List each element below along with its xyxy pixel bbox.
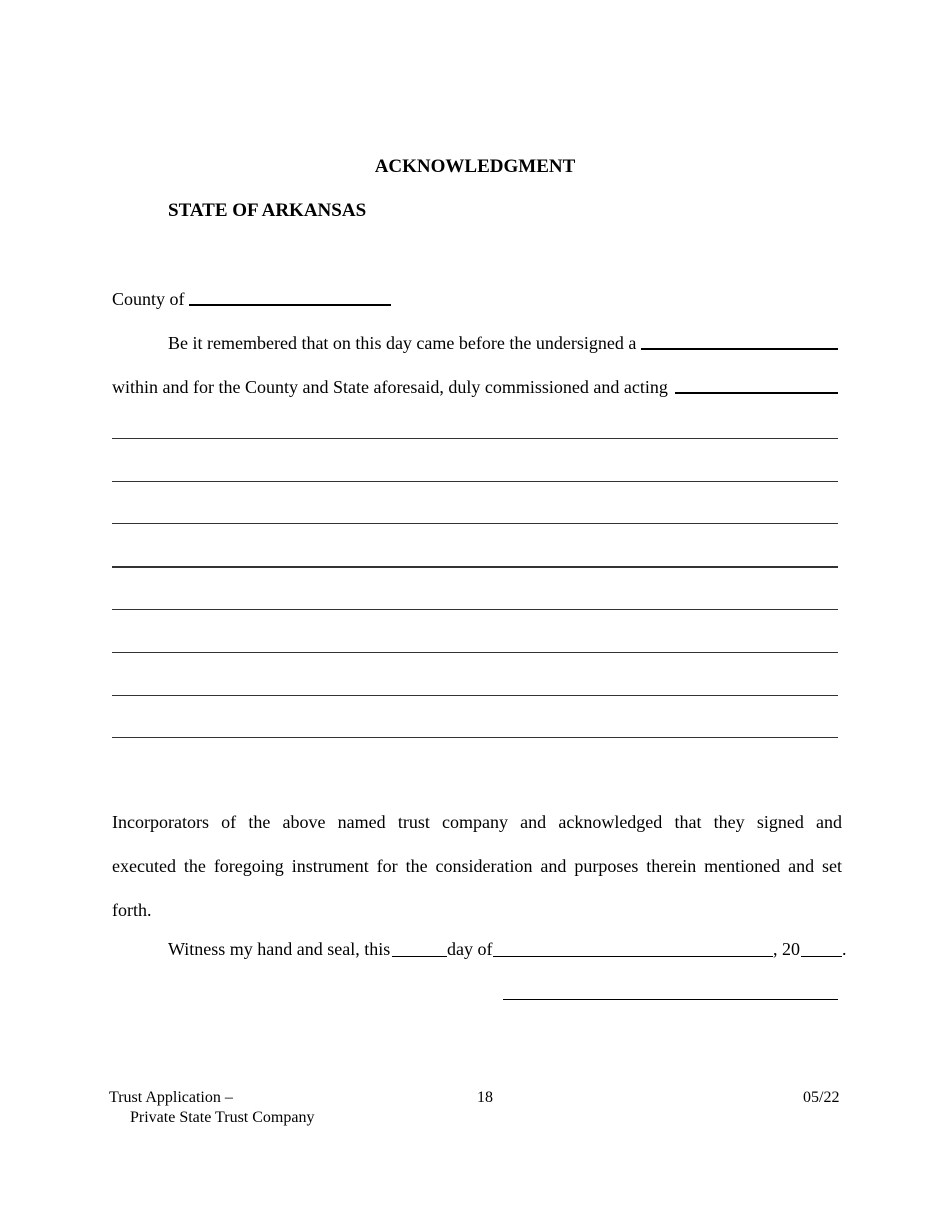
name-line-7[interactable] (112, 695, 838, 696)
name-line-1[interactable] (112, 438, 838, 439)
witness-month-field[interactable] (493, 956, 773, 957)
witness-day-field[interactable] (392, 956, 447, 957)
name-line-2[interactable] (112, 481, 838, 482)
witness-prefix: Witness my hand and seal, this (168, 939, 391, 959)
within-text: within and for the County and State aforesaid, duly commissioned and acting (112, 377, 668, 397)
name-line-3[interactable] (112, 523, 838, 524)
name-line-4[interactable] (112, 566, 838, 568)
paragraph-line: forth. (112, 900, 152, 920)
notary-signature-line[interactable] (503, 999, 838, 1000)
witness-year-prefix: , 20 (773, 939, 800, 959)
footer-left-line2: Private State Trust Company (130, 1109, 315, 1126)
name-line-6[interactable] (112, 652, 838, 653)
acting-field[interactable] (675, 392, 838, 394)
page-title: ACKNOWLEDGMENT (374, 156, 576, 177)
name-line-5[interactable] (112, 609, 838, 610)
name-line-8[interactable] (112, 737, 838, 738)
paragraph-line: executed the foregoing instrument for the consideration and purposes therein mentioned and set (112, 856, 842, 876)
paragraph-line: Incorporators of the above named trust company and acknowledged that they signed and (112, 812, 842, 832)
footer-date: 05/22 (803, 1089, 840, 1106)
page-number: 18 (477, 1089, 493, 1106)
remembered-text: Be it remembered that on this day came before the undersigned a (168, 333, 637, 353)
state-heading: STATE OF ARKANSAS (168, 200, 367, 221)
witness-day-of: day of (447, 939, 493, 959)
officer-title-field[interactable] (641, 348, 838, 350)
county-label: County of (112, 289, 185, 309)
footer-left-line1: Trust Application – (109, 1089, 233, 1106)
county-field[interactable] (189, 304, 391, 306)
witness-end: . (842, 939, 847, 959)
incorporators-paragraph (112, 800, 842, 932)
witness-year-field[interactable] (801, 956, 842, 957)
